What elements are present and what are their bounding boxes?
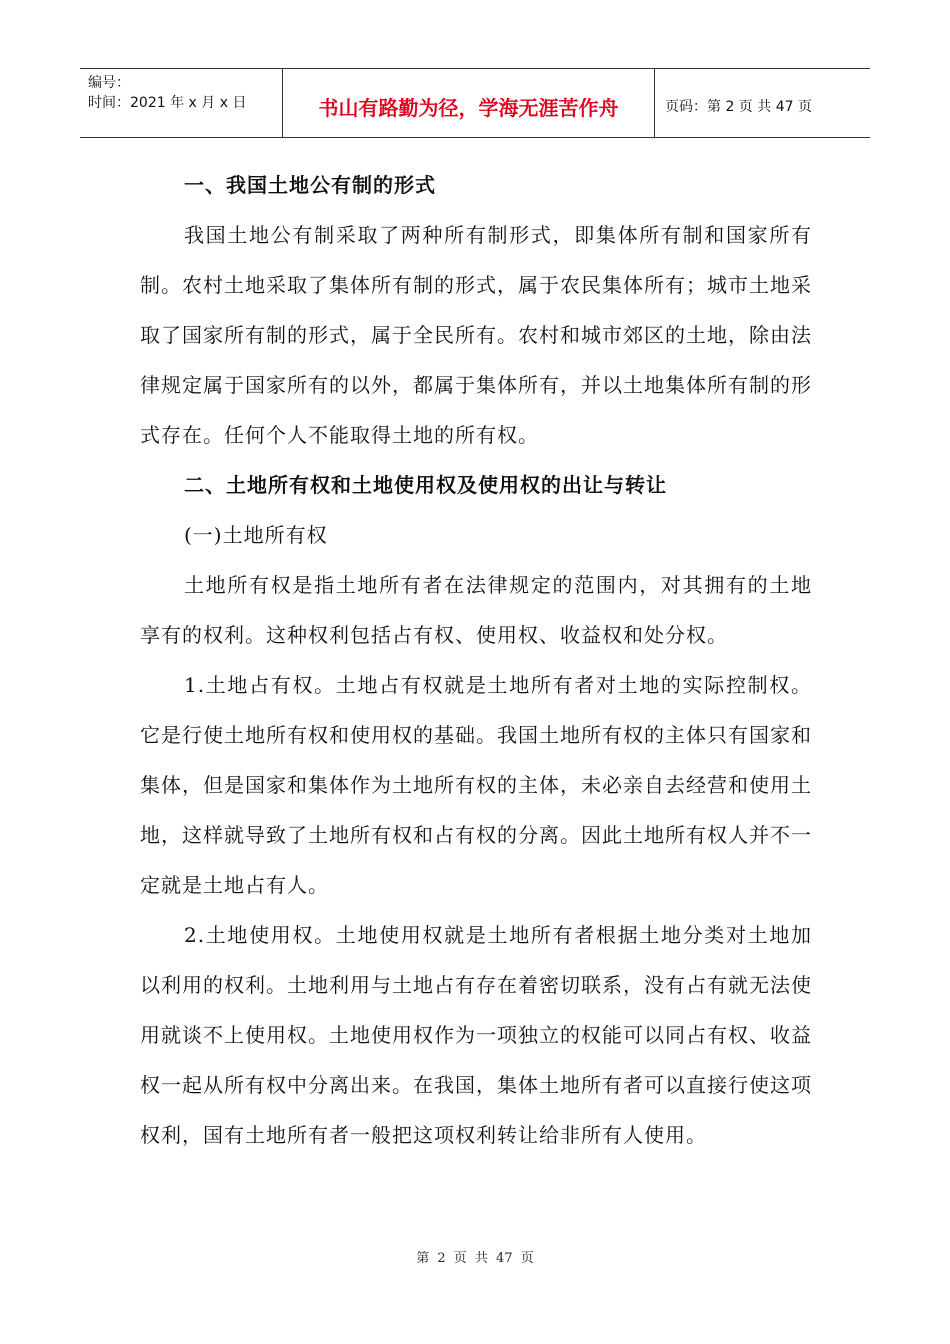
header-motto: 书山有路勤为径，学海无涯苦作舟 xyxy=(283,69,655,137)
paragraph-4: 2.土地使用权。土地使用权就是土地所有者根据土地分类对土地加以利用的权利。土地利用与土地占有存在着密切联系，没有占有就无法使用就谈不上使用权。土地使用权作为一项独立的权能可以同占有权、收益权一起从所有权中分离出来。在我国，集体土地所有者可以直接行使这项权利，国有土地所有者一般把这项权利转让给非所有人使用。 xyxy=(140,923,812,1147)
time-label: 时间：2021 年 x 月 x 日 xyxy=(88,95,247,111)
number-label: 编号： xyxy=(88,75,130,91)
document-header xyxy=(80,68,870,138)
subsection-heading-1: (一)土地所有权 xyxy=(184,523,328,547)
paragraph-3: 1.土地占有权。土地占有权就是土地所有者对土地的实际控制权。它是行使土地所有权和使用权的基础。我国土地所有权的主体只有国家和集体，但是国家和集体作为土地所有权的主体，未必亲自去经营和使用土地，这样就导致了土地所有权和占有权的分离。因此土地所有权人并不一定就是土地占有人。 xyxy=(140,673,812,897)
paragraph-2: 土地所有权是指土地所有者在法律规定的范围内，对其拥有的土地享有的权利。这种权利包括占有权、使用权、收益权和处分权。 xyxy=(140,573,812,647)
header-meta xyxy=(80,69,283,137)
header-page-info: 页码：第 2 页 共 47 页 xyxy=(665,99,812,115)
section-heading-1: 一、我国土地公有制的形式 xyxy=(184,173,436,197)
document-body xyxy=(140,160,812,1160)
section-heading-2: 二、土地所有权和土地使用权及使用权的出让与转让 xyxy=(184,473,667,497)
paragraph-1: 我国土地公有制采取了两种所有制形式，即集体所有制和国家所有制。农村土地采取了集体所有制的形式，属于农民集体所有；城市土地采取了国家所有制的形式，属于全民所有。农村和城市郊区的土地，除由法律规定属于国家所有的以外，都属于集体所有，并以土地集体所有制的形式存在。任何个人不能取得土地的所有权。 xyxy=(140,223,812,447)
page-footer: 第 2 页 共 47 页 xyxy=(416,1251,534,1266)
